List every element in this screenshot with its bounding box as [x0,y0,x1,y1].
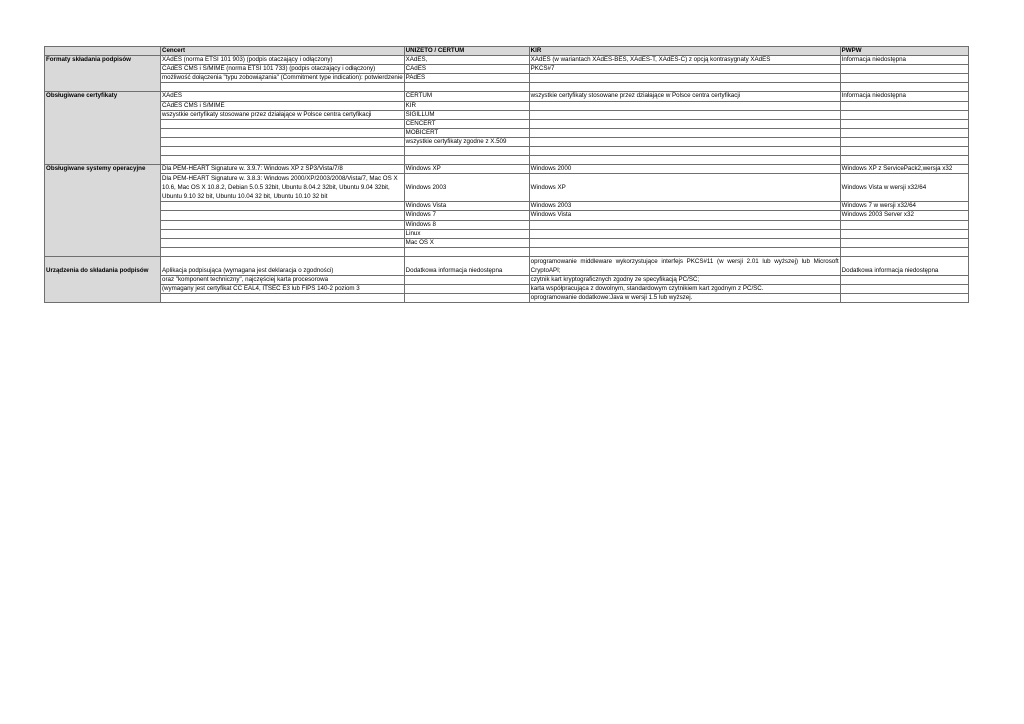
cell: XAdES (w wariantach XAdES-BES, XAdES-T, XAdES-C) z opcją kontrasygnaty XAdES [529,56,840,65]
cell [840,65,968,74]
table-row [45,256,969,275]
cell: Windows Vista [404,202,529,211]
table-row [45,229,969,238]
header-unizeto: UNIZETO / CERTUM [404,47,529,56]
cell: PKCS#7 [529,65,840,74]
table-row [45,275,969,284]
cell [840,83,968,92]
cell: CAdES [404,65,529,74]
cell: PAdES [404,74,529,83]
cell: Windows Vista [529,211,840,220]
cell [529,220,840,229]
table-row [45,284,969,293]
cell: MOBICERT [404,128,529,137]
cell [529,247,840,256]
cell: Windows 2000 [529,165,840,174]
header-category [45,47,161,56]
cell [840,294,968,303]
cell [161,238,405,247]
cell: SIGILLUM [404,110,529,119]
cell: Windows 2003 [529,202,840,211]
cell [161,83,405,92]
table-row [45,174,969,202]
cell: CENCERT [404,119,529,128]
cell [840,275,968,284]
cell: Informacja niedostępna [840,92,968,101]
table-row [45,247,969,256]
cell: oprogramowanie dodatkowe:Java w wersji 1.5 lub wyższej. [529,294,840,303]
cell: XAdES, [404,56,529,65]
cell [161,211,405,220]
cell: Dla PEM-HEART Signature w. 3.9.7: Windows XP z SP3/Vista/7/8 [161,165,405,174]
table-row [45,202,969,211]
cell [529,229,840,238]
cell: (wymagany jest certyfikat CC EAL4, ITSEC E3 lub FIPS 140-2 poziom 3 [161,284,405,293]
cell [840,101,968,110]
cell [161,147,405,156]
cell: Windows Vista w wersji x32/64 [840,174,968,202]
cell: Windows XP z ServicePack2,wersja x32 [840,165,968,174]
cell [840,110,968,119]
header-pwpw: PWPW [840,47,968,56]
cell [840,238,968,247]
table-row [45,147,969,156]
cell: możliwość dołączenia "typu zobowiązania" (Commitment type indication): potwierdzenie [162,74,403,82]
cell [404,247,529,256]
table-row [45,137,969,146]
cell [161,220,405,229]
cell [529,238,840,247]
category-certificates: Obsługiwane certyfikaty [45,92,161,165]
cell [529,110,840,119]
category-operating-systems: Obsługiwane systemy operacyjne [45,165,161,257]
cell [404,147,529,156]
table-row [45,119,969,128]
cell: Mac OS X [404,238,529,247]
cell: karta współpracująca z dowolnym, standardowym czytnikiem kart zgodnym z PC/SC. [529,284,840,293]
table-row [45,220,969,229]
cell: Windows 7 [404,211,529,220]
cell: Windows XP [404,165,529,174]
cell [161,119,405,128]
table-row [45,165,969,174]
cell [529,119,840,128]
cell [161,294,405,303]
table-row [45,156,969,165]
table-row [45,238,969,247]
spreadsheet-table [44,46,969,303]
cell: wszystkie certyfikaty stosowane przez działające w Polsce centra certyfikacji [161,110,405,119]
cell [840,229,968,238]
cell: czytnik kart kryptograficznych zgodny ze specyfikacją PC/SC; [529,275,840,284]
table-row [45,56,969,65]
cell: XAdES [161,92,405,101]
cell [404,284,529,293]
cell [529,83,840,92]
cell [161,229,405,238]
cell [529,128,840,137]
category-formats: Formaty składania podpisów [45,56,161,92]
cell: CAdES CMS i S/MIME (norma ETSI 101 733) (podpis otaczający i odłączony) [161,65,405,74]
cell [840,156,968,165]
cell: oraz "komponent techniczny", najczęściej karta procesorowa [161,275,405,284]
cell [404,294,529,303]
table-row [45,110,969,119]
cell [840,119,968,128]
table-row [45,294,969,303]
cell: Dla PEM-HEART Signature w. 3.8.3: Windows 2000/XP/2003/2008/Vista/7, Mac OS X 10.6, Mac OS X 10.8.2, Debian 5.0.5 32bit, Ubuntu 8.04.2 32bit, Ubuntu 9.04 32bit, Ubuntu 9.10 32 bit, Ubuntu 10.04 32 bit, Ubuntu 10.10 32 bit [161,174,405,202]
cell: CERTUM [404,92,529,101]
table-row [45,101,969,110]
cell: Windows 2003 [404,174,529,202]
cell: Dodatkowa informacja niedostępna [404,256,529,275]
cell: Linux [404,229,529,238]
cell: wszystkie certyfikaty stosowane przez działające w Polsce centra certyfikacji [529,92,840,101]
table-row [45,74,969,83]
cell: Windows 2003 Server x32 [840,211,968,220]
table-row [45,211,969,220]
cell: Windows 8 [404,220,529,229]
cell: Dodatkowa informacja niedostępna [840,256,968,275]
cell [840,128,968,137]
cell: oprogramowanie middleware wykorzystujące interfejs PKCS#11 (w wersji 2.01 lub wyższej) lub Microsoft CryptoAPI; [530,257,839,274]
table-row [45,65,969,74]
cell [529,147,840,156]
table-row [45,83,969,92]
table-row [45,128,969,137]
cell: Aplikacja podpisująca (wymagana jest deklaracja o zgodności) [161,256,405,275]
cell [161,247,405,256]
cell [840,74,968,83]
cell [840,137,968,146]
header-row [45,47,969,56]
cell [840,247,968,256]
cell [161,156,405,165]
cell [161,137,405,146]
cell [529,101,840,110]
cell [404,156,529,165]
cell [840,220,968,229]
cell: XAdES (norma ETSI 101 903) (podpis otaczający i odłączony) [161,56,405,65]
cell [161,128,405,137]
cell [840,284,968,293]
cell [529,156,840,165]
header-kir: KIR [529,47,840,56]
cell [161,202,405,211]
cell: Windows 7 w wersji x32/64 [840,202,968,211]
header-concert: Cencert [161,47,405,56]
cell [529,137,840,146]
cell: Windows XP [529,174,840,202]
cell [840,147,968,156]
cell: KIR [404,101,529,110]
category-devices: Urządzenia do składania podpisów [45,256,161,302]
cell: wszystkie certyfikaty zgodne z X.509 [404,137,529,146]
cell: Informacja niedostępna [840,56,968,65]
cell [404,83,529,92]
table-row [45,92,969,101]
cell: CAdES CMS i S/MIME [161,101,405,110]
cell [529,74,840,83]
cell [404,275,529,284]
